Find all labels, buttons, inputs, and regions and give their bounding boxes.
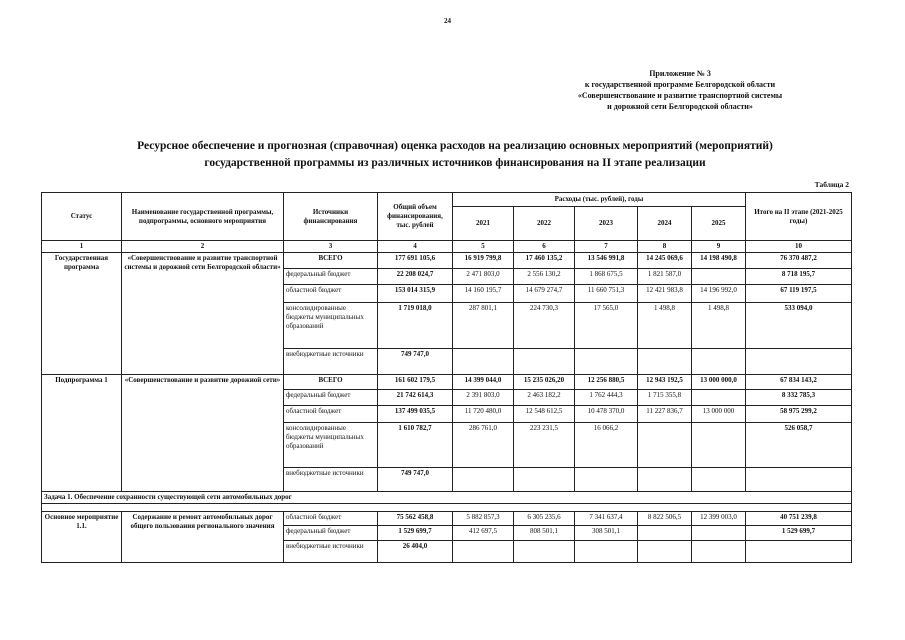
header-stage-total: Итого на II этапе (2021-2025 годы)	[746, 193, 852, 241]
value-cell: 21 742 614,3	[378, 390, 453, 406]
column-number: 3	[284, 241, 378, 253]
header-expenses: Расходы (тыс. рублей), годы	[453, 193, 746, 207]
status-cell: Основное мероприятие 1.1.	[42, 512, 122, 563]
value-cell: 1 610 782,7	[378, 423, 453, 468]
column-number: 6	[514, 241, 575, 253]
value-cell: 1 529 699,7	[378, 526, 453, 541]
value-cell: 14 679 274,7	[514, 285, 575, 303]
value-cell: 10 478 370,0	[575, 406, 638, 423]
appendix-line: «Совершенствование и развитие транспортной системы	[577, 91, 783, 100]
value-cell	[746, 541, 852, 563]
value-cell: 15 235 026,20	[514, 375, 575, 390]
header-total: Общий объем финансирования, тыс. рублей	[378, 193, 453, 241]
value-cell	[638, 349, 692, 375]
spacer-cell	[42, 504, 852, 512]
value-cell: 14 399 044,0	[453, 375, 514, 390]
value-cell: 16 919 799,8	[453, 253, 514, 269]
source-cell: внебюджетные источники	[284, 349, 378, 375]
value-cell: 75 562 458,8	[378, 512, 453, 526]
value-cell: 12 399 003,0	[692, 512, 746, 526]
value-cell: 14 198 490,8	[692, 253, 746, 269]
value-cell	[575, 468, 638, 492]
value-cell: 17 460 135,2	[514, 253, 575, 269]
table-row	[42, 512, 852, 526]
value-cell: 1 821 587,0	[638, 269, 692, 285]
page-number: 24	[444, 17, 451, 25]
value-cell	[638, 468, 692, 492]
value-cell: 13 000 000	[692, 406, 746, 423]
value-cell: 5 882 857,3	[453, 512, 514, 526]
value-cell: 8 332 785,3	[746, 390, 852, 406]
value-cell: 22 208 024,7	[378, 269, 453, 285]
value-cell: 1 529 699,7	[746, 526, 852, 541]
value-cell: 12 548 612,5	[514, 406, 575, 423]
value-cell: 2 556 130,2	[514, 269, 575, 285]
value-cell: 11 660 751,3	[575, 285, 638, 303]
source-cell: федеральный бюджет	[284, 526, 378, 541]
value-cell: 224 730,3	[514, 303, 575, 349]
value-cell	[692, 468, 746, 492]
source-cell: ВСЕГО	[284, 375, 378, 390]
source-cell: федеральный бюджет	[284, 269, 378, 285]
column-number: 2	[122, 241, 284, 253]
document-title	[60, 138, 850, 172]
value-cell: 8 718 195,7	[746, 269, 852, 285]
value-cell: 12 943 192,5	[638, 375, 692, 390]
status-cell: Государственная программа	[42, 253, 122, 375]
value-cell: 17 565,0	[575, 303, 638, 349]
column-number: 5	[453, 241, 514, 253]
header-year: 2021	[453, 207, 514, 241]
value-cell: 526 058,7	[746, 423, 852, 468]
value-cell: 12 256 880,5	[575, 375, 638, 390]
value-cell: 13 546 991,8	[575, 253, 638, 269]
value-cell: 14 160 195,7	[453, 285, 514, 303]
value-cell	[746, 349, 852, 375]
header-year: 2022	[514, 207, 575, 241]
appendix-line: и дорожной сети Белгородской области»	[607, 102, 753, 111]
value-cell	[453, 468, 514, 492]
header-year: 2025	[692, 207, 746, 241]
value-cell: 7 341 637,4	[575, 512, 638, 526]
value-cell: 2 391 803,0	[453, 390, 514, 406]
value-cell: 286 761,0	[453, 423, 514, 468]
table-row	[42, 253, 852, 269]
value-cell	[638, 541, 692, 563]
task-row	[42, 492, 852, 504]
source-cell: консолидированные бюджеты муниципальных образований	[284, 423, 378, 468]
column-number: 1	[42, 241, 122, 253]
value-cell: 11 720 480,0	[453, 406, 514, 423]
source-cell: федеральный бюджет	[284, 390, 378, 406]
header-source: Источники финансирования	[284, 193, 378, 241]
value-cell: 137 499 035,5	[378, 406, 453, 423]
value-cell: 1 762 444,3	[575, 390, 638, 406]
value-cell: 1 498,8	[692, 303, 746, 349]
appendix-block	[530, 68, 830, 112]
value-cell	[575, 541, 638, 563]
value-cell: 412 697,5	[453, 526, 514, 541]
spacer-row	[42, 504, 852, 512]
value-cell: 223 231,5	[514, 423, 575, 468]
column-number: 8	[638, 241, 692, 253]
value-cell	[514, 468, 575, 492]
value-cell: 8 822 506,5	[638, 512, 692, 526]
source-cell: внебюджетные источники	[284, 541, 378, 563]
source-cell: областной бюджет	[284, 406, 378, 423]
value-cell	[692, 269, 746, 285]
value-cell: 2 463 182,2	[514, 390, 575, 406]
appendix-line: к государственной программе Белгородской области	[584, 80, 776, 89]
source-cell: консолидированные бюджеты муниципальных образований	[284, 303, 378, 349]
value-cell: 13 000 000,0	[692, 375, 746, 390]
value-cell	[453, 541, 514, 563]
value-cell	[692, 541, 746, 563]
column-number: 9	[692, 241, 746, 253]
title-line: государственной программы из различных источников финансирования на II этапе реализации	[204, 157, 706, 169]
title-line: Ресурсное обеспечение и прогнозная (справочная) оценка расходов на реализацию основных мероприятий (мероприятий)	[137, 140, 773, 152]
source-cell: областной бюджет	[284, 285, 378, 303]
value-cell: 26 404,0	[378, 541, 453, 563]
value-cell: 6 305 235,6	[514, 512, 575, 526]
source-cell: внебюджетные источники	[284, 468, 378, 492]
value-cell	[453, 349, 514, 375]
value-cell: 14 245 069,6	[638, 253, 692, 269]
value-cell: 1 868 675,5	[575, 269, 638, 285]
source-cell: областной бюджет	[284, 512, 378, 526]
value-cell: 14 196 992,0	[692, 285, 746, 303]
value-cell: 67 119 197,5	[746, 285, 852, 303]
value-cell	[638, 423, 692, 468]
name-cell: «Совершенствование и развитие дорожной сети»	[122, 375, 284, 492]
table-row	[42, 375, 852, 390]
value-cell: 808 501,1	[514, 526, 575, 541]
value-cell: 1 719 018,0	[378, 303, 453, 349]
value-cell: 40 751 239,8	[746, 512, 852, 526]
value-cell: 161 602 179,5	[378, 375, 453, 390]
value-cell: 67 834 143,2	[746, 375, 852, 390]
value-cell: 16 066,2	[575, 423, 638, 468]
value-cell	[692, 349, 746, 375]
value-cell: 177 691 105,6	[378, 253, 453, 269]
value-cell: 1 715 355,8	[638, 390, 692, 406]
value-cell: 308 501,1	[575, 526, 638, 541]
column-number-row	[42, 241, 852, 253]
appendix-line: Приложение № 3	[649, 69, 711, 78]
value-cell: 153 014 315,9	[378, 285, 453, 303]
column-number: 7	[575, 241, 638, 253]
value-cell: 1 498,8	[638, 303, 692, 349]
name-cell: «Совершенствование и развитие транспортной системы и дорожной сети Белгородской области»	[122, 253, 284, 375]
value-cell	[692, 390, 746, 406]
value-cell: 2 471 803,0	[453, 269, 514, 285]
source-cell: ВСЕГО	[284, 253, 378, 269]
value-cell	[514, 349, 575, 375]
value-cell: 76 370 487,2	[746, 253, 852, 269]
value-cell: 11 227 836,7	[638, 406, 692, 423]
name-cell: Содержание и ремонт автомобильных дорог общего пользования регионального значения	[122, 512, 284, 563]
header-year: 2024	[638, 207, 692, 241]
column-number: 4	[378, 241, 453, 253]
task-title: Задача 1. Обеспечение сохранности существующей сети автомобильных дорог	[42, 492, 852, 504]
value-cell: 749 747,0	[378, 468, 453, 492]
value-cell: 12 421 983,8	[638, 285, 692, 303]
header-status: Статус	[42, 193, 122, 241]
value-cell	[575, 349, 638, 375]
value-cell	[692, 526, 746, 541]
status-cell: Подпрограмма 1	[42, 375, 122, 492]
resource-table	[41, 192, 852, 563]
value-cell	[692, 423, 746, 468]
column-number: 10	[746, 241, 852, 253]
header-name: Наименование государственной программы, подпрограммы, основного мероприятия	[122, 193, 284, 241]
table-label: Таблица 2	[814, 180, 849, 189]
value-cell: 287 801,1	[453, 303, 514, 349]
value-cell	[638, 526, 692, 541]
value-cell: 58 975 299,2	[746, 406, 852, 423]
value-cell	[514, 541, 575, 563]
value-cell: 749 747,0	[378, 349, 453, 375]
value-cell: 533 094,0	[746, 303, 852, 349]
header-year: 2023	[575, 207, 638, 241]
value-cell	[746, 468, 852, 492]
